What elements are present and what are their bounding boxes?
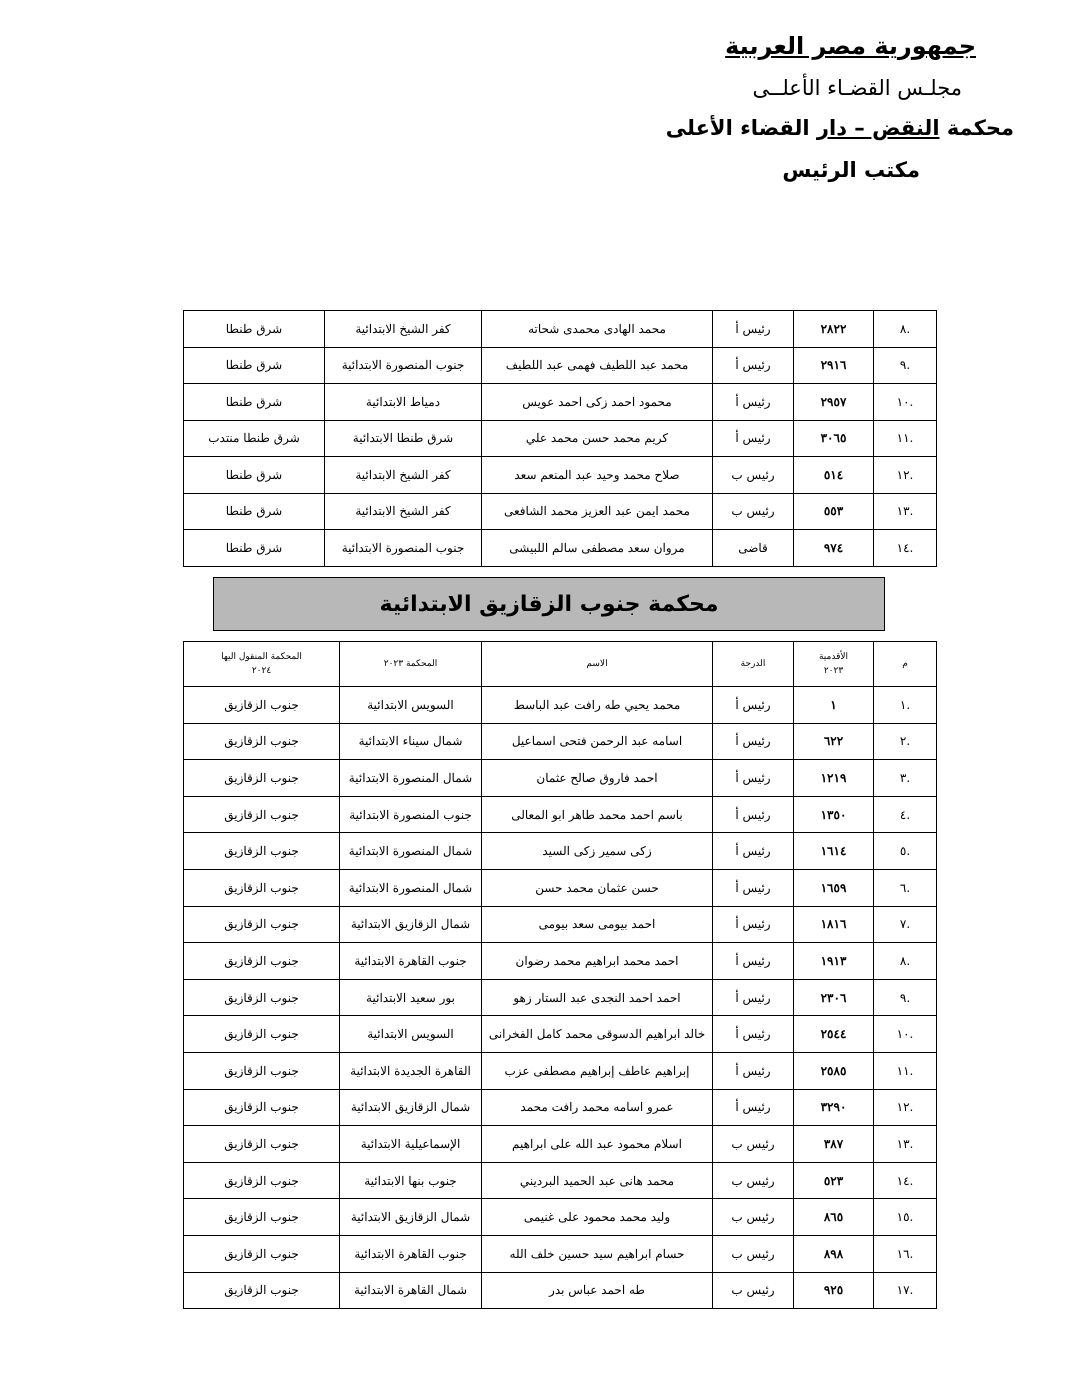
row-court-2024: شرق طنطا: [184, 384, 325, 421]
row-name: اسلام محمود عبد الله على ابراهيم: [482, 1126, 713, 1163]
row-grade: قاضى: [713, 530, 794, 567]
row-seniority: ٦٢٢: [794, 723, 874, 760]
row-court-2023: شمال الزقازيق الابتدائية: [340, 1089, 482, 1126]
row-index: .٢: [874, 723, 937, 760]
letterhead-country: جمهورية مصر العربية: [725, 32, 976, 60]
row-seniority: ١: [794, 687, 874, 724]
table-row: [184, 760, 937, 797]
row-index: .٤: [874, 796, 937, 833]
row-index: .١٣: [874, 1126, 937, 1163]
row-seniority: ٣٨٧: [794, 1126, 874, 1163]
row-court-2023: بور سعيد الابتدائية: [340, 979, 482, 1016]
table-row: [184, 796, 937, 833]
row-name: احمد محمد ابراهيم محمد رضوان: [482, 943, 713, 980]
row-court-2024: جنوب الزقازيق: [184, 1126, 340, 1163]
row-index: .٦: [874, 869, 937, 906]
row-court-2023: شمال الزقازيق الابتدائية: [340, 906, 482, 943]
table-row: [184, 493, 937, 530]
row-name: مروان سعد مصطفى سالم اللبيشى: [482, 530, 713, 567]
table-row: [184, 1272, 937, 1309]
letterhead-council: مجلـس القضـاء الأعلــى: [752, 76, 962, 100]
row-grade: رئيس ب: [713, 1126, 794, 1163]
row-court-2023: شمال المنصورة الابتدائية: [340, 869, 482, 906]
row-court-2024: شرق طنطا: [184, 347, 325, 384]
row-court-2024: جنوب الزقازيق: [184, 1089, 340, 1126]
row-index: .١٦: [874, 1235, 937, 1272]
row-court-2024: جنوب الزقازيق: [184, 1162, 340, 1199]
row-grade: رئيس ب: [713, 1199, 794, 1236]
table-row: [184, 1199, 937, 1236]
row-seniority: ٥٥٣: [794, 493, 874, 530]
row-court-2023: كفر الشيخ الابتدائية: [325, 311, 482, 348]
row-name: إبراهيم عاطف إبراهيم مصطفى عزب: [482, 1052, 713, 1089]
table-row: [184, 347, 937, 384]
row-index: .١: [874, 687, 937, 724]
row-court-2023: شرق طنطا الابتدائية: [325, 420, 482, 457]
row-index: .١٣: [874, 493, 937, 530]
row-court-2023: السويس الابتدائية: [340, 1016, 482, 1053]
header-seniority: [794, 642, 874, 687]
row-court-2023: شمال سيناء الابتدائية: [340, 723, 482, 760]
header-court-2023: المحكمة ٢٠٢٣: [340, 642, 482, 687]
table-row: [184, 869, 937, 906]
row-grade: رئيس أ: [713, 1089, 794, 1126]
row-index: .١٤: [874, 530, 937, 567]
letterhead-court-underlined: النقض – دار: [816, 116, 940, 140]
row-court-2023: الإسماعيلية الابتدائية: [340, 1126, 482, 1163]
row-grade: رئيس أ: [713, 384, 794, 421]
row-name: احمد فاروق صالح عثمان: [482, 760, 713, 797]
row-index: .١٥: [874, 1199, 937, 1236]
row-court-2024: شرق طنطا: [184, 457, 325, 494]
row-seniority: ٢٨٢٢: [794, 311, 874, 348]
row-name: محمد يحيي طه رافت عبد الباسط: [482, 687, 713, 724]
row-name: حسن عثمان محمد حسن: [482, 869, 713, 906]
row-court-2024: جنوب الزقازيق: [184, 1052, 340, 1089]
row-court-2023: جنوب المنصورة الابتدائية: [340, 796, 482, 833]
section-title: محكمة جنوب الزقازيق الابتدائية: [213, 577, 885, 631]
row-seniority: ٩٧٤: [794, 530, 874, 567]
row-seniority: ١٩١٣: [794, 943, 874, 980]
row-court-2024: جنوب الزقازيق: [184, 1235, 340, 1272]
row-court-2024: جنوب الزقازيق: [184, 906, 340, 943]
table-row: [184, 687, 937, 724]
row-court-2023: شمال المنصورة الابتدائية: [340, 760, 482, 797]
row-court-2023: القاهرة الجديدة الابتدائية: [340, 1052, 482, 1089]
table-row: [184, 833, 937, 870]
row-seniority: ٣٠٦٥: [794, 420, 874, 457]
row-index: .١٠: [874, 384, 937, 421]
row-seniority: ١٦٥٩: [794, 869, 874, 906]
table-header-row: [184, 642, 937, 687]
row-grade: رئيس أ: [713, 1052, 794, 1089]
row-index: .١١: [874, 420, 937, 457]
row-index: .٩: [874, 979, 937, 1016]
row-name: احمد احمد النجدى عبد الستار زهو: [482, 979, 713, 1016]
row-index: .٨: [874, 943, 937, 980]
row-court-2023: كفر الشيخ الابتدائية: [325, 493, 482, 530]
row-grade: رئيس ب: [713, 457, 794, 494]
row-index: .٧: [874, 906, 937, 943]
row-grade: رئيس ب: [713, 493, 794, 530]
row-seniority: ٢٥٤٤: [794, 1016, 874, 1053]
row-court-2024: جنوب الزقازيق: [184, 687, 340, 724]
letterhead-court-pre: محكمة: [939, 116, 1014, 140]
table-south-zagazig: [183, 641, 937, 1309]
row-grade: رئيس أ: [713, 1016, 794, 1053]
row-seniority: ١٢١٩: [794, 760, 874, 797]
table-east-tanta: [183, 310, 937, 567]
letterhead-office: مكتب الرئيس: [782, 158, 920, 182]
row-court-2024: جنوب الزقازيق: [184, 869, 340, 906]
row-court-2024: شرق طنطا: [184, 530, 325, 567]
header-court-2024: [184, 642, 340, 687]
row-grade: رئيس أ: [713, 869, 794, 906]
row-name: محمد ايمن عبد العزيز محمد الشافعى: [482, 493, 713, 530]
table-row: [184, 457, 937, 494]
table-row: [184, 1162, 937, 1199]
row-index: .٣: [874, 760, 937, 797]
row-court-2023: جنوب المنصورة الابتدائية: [325, 347, 482, 384]
table-row: [184, 906, 937, 943]
row-court-2024: شرق طنطا منتدب: [184, 420, 325, 457]
row-name: محمد هانى عبد الحميد البرديني: [482, 1162, 713, 1199]
row-grade: رئيس أ: [713, 833, 794, 870]
row-grade: رئيس أ: [713, 906, 794, 943]
row-name: طه احمد عباس بدر: [482, 1272, 713, 1309]
row-seniority: ٢٥٨٥: [794, 1052, 874, 1089]
row-court-2024: جنوب الزقازيق: [184, 723, 340, 760]
header-index: م: [874, 642, 937, 687]
row-grade: رئيس أ: [713, 420, 794, 457]
row-seniority: ٢٣٠٦: [794, 979, 874, 1016]
row-court-2023: كفر الشيخ الابتدائية: [325, 457, 482, 494]
table-row: [184, 1235, 937, 1272]
row-grade: رئيس أ: [713, 723, 794, 760]
row-name: محمد الهادى محمدى شحاته: [482, 311, 713, 348]
row-grade: رئيس ب: [713, 1162, 794, 1199]
header-grade: الدرجة: [713, 642, 794, 687]
row-name: صلاح محمد وحيد عبد المنعم سعد: [482, 457, 713, 494]
table-row: [184, 1089, 937, 1126]
row-court-2024: شرق طنطا: [184, 493, 325, 530]
table-row: [184, 979, 937, 1016]
table-row: [184, 1016, 937, 1053]
row-name: احمد بيومى سعد بيومى: [482, 906, 713, 943]
row-court-2024: جنوب الزقازيق: [184, 1272, 340, 1309]
table-row: [184, 1126, 937, 1163]
row-index: .٩: [874, 347, 937, 384]
row-index: .٨: [874, 311, 937, 348]
header-court-2024-year: ٢٠٢٤: [251, 666, 272, 676]
row-seniority: ١٨١٦: [794, 906, 874, 943]
row-grade: رئيس أ: [713, 347, 794, 384]
row-seniority: ٣٢٩٠: [794, 1089, 874, 1126]
row-seniority: ٢٩٥٧: [794, 384, 874, 421]
row-index: .١٤: [874, 1162, 937, 1199]
row-court-2023: جنوب القاهرة الابتدائية: [340, 943, 482, 980]
row-name: كريم محمد حسن محمد علي: [482, 420, 713, 457]
letterhead-court-post: القضاء الأعلى: [665, 116, 817, 140]
row-seniority: ٨٦٥: [794, 1199, 874, 1236]
row-index: .١٠: [874, 1016, 937, 1053]
row-grade: رئيس أ: [713, 943, 794, 980]
row-name: اسامه عبد الرحمن فتحى اسماعيل: [482, 723, 713, 760]
row-name: زكى سمير زكى السيد: [482, 833, 713, 870]
header-seniority-year: ٢٠٢٣: [823, 666, 844, 676]
row-index: .١١: [874, 1052, 937, 1089]
row-court-2023: جنوب القاهرة الابتدائية: [340, 1235, 482, 1272]
table-row: [184, 1052, 937, 1089]
row-grade: رئيس أ: [713, 979, 794, 1016]
row-name: عمرو اسامه محمد رافت محمد: [482, 1089, 713, 1126]
row-court-2023: شمال المنصورة الابتدائية: [340, 833, 482, 870]
row-court-2023: جنوب المنصورة الابتدائية: [325, 530, 482, 567]
table-row: [184, 530, 937, 567]
row-name: محمد عبد اللطيف فهمى عبد اللطيف: [482, 347, 713, 384]
table-row: [184, 311, 937, 348]
row-seniority: ٥٢٣: [794, 1162, 874, 1199]
row-seniority: ٥١٤: [794, 457, 874, 494]
row-seniority: ١٣٥٠: [794, 796, 874, 833]
row-grade: رئيس أ: [713, 796, 794, 833]
row-court-2024: جنوب الزقازيق: [184, 760, 340, 797]
row-grade: رئيس أ: [713, 311, 794, 348]
row-court-2023: شمال القاهرة الابتدائية: [340, 1272, 482, 1309]
table-row: [184, 420, 937, 457]
row-court-2023: دمياط الابتدائية: [325, 384, 482, 421]
row-name: حسام ابراهيم سيد حسين خلف الله: [482, 1235, 713, 1272]
row-court-2023: جنوب بنها الابتدائية: [340, 1162, 482, 1199]
row-name: وليد محمد محمود على غنيمى: [482, 1199, 713, 1236]
row-seniority: ٨٩٨: [794, 1235, 874, 1272]
row-grade: رئيس أ: [713, 760, 794, 797]
header-court-2024-label: المحكمة المنقول اليها: [221, 652, 302, 662]
table-south-zagazig-body: [184, 687, 937, 1309]
table-row: [184, 723, 937, 760]
row-court-2024: جنوب الزقازيق: [184, 833, 340, 870]
row-seniority: ٩٢٥: [794, 1272, 874, 1309]
row-court-2024: جنوب الزقازيق: [184, 1199, 340, 1236]
row-index: .٥: [874, 833, 937, 870]
row-grade: رئيس ب: [713, 1272, 794, 1309]
table-east-tanta-body: [184, 311, 937, 567]
row-court-2023: السويس الابتدائية: [340, 687, 482, 724]
header-name: الاسم: [482, 642, 713, 687]
row-index: .١٧: [874, 1272, 937, 1309]
row-grade: رئيس أ: [713, 687, 794, 724]
row-court-2024: جنوب الزقازيق: [184, 943, 340, 980]
row-index: .١٢: [874, 1089, 937, 1126]
header-seniority-label: الأقدمية: [818, 652, 849, 662]
row-name: خالد ابراهيم الدسوقى محمد كامل الفخرانى: [482, 1016, 713, 1053]
row-court-2024: جنوب الزقازيق: [184, 796, 340, 833]
letterhead-court: [666, 116, 1014, 140]
row-court-2024: جنوب الزقازيق: [184, 979, 340, 1016]
row-name: محمود احمد زكى احمد عويس: [482, 384, 713, 421]
table-row: [184, 943, 937, 980]
row-grade: رئيس ب: [713, 1235, 794, 1272]
row-index: .١٢: [874, 457, 937, 494]
row-court-2023: شمال الزقازيق الابتدائية: [340, 1199, 482, 1236]
row-seniority: ١٦١٤: [794, 833, 874, 870]
table-row: [184, 384, 937, 421]
row-court-2024: شرق طنطا: [184, 311, 325, 348]
row-name: باسم احمد محمد طاهر ابو المعالى: [482, 796, 713, 833]
row-court-2024: جنوب الزقازيق: [184, 1016, 340, 1053]
row-seniority: ٢٩١٦: [794, 347, 874, 384]
